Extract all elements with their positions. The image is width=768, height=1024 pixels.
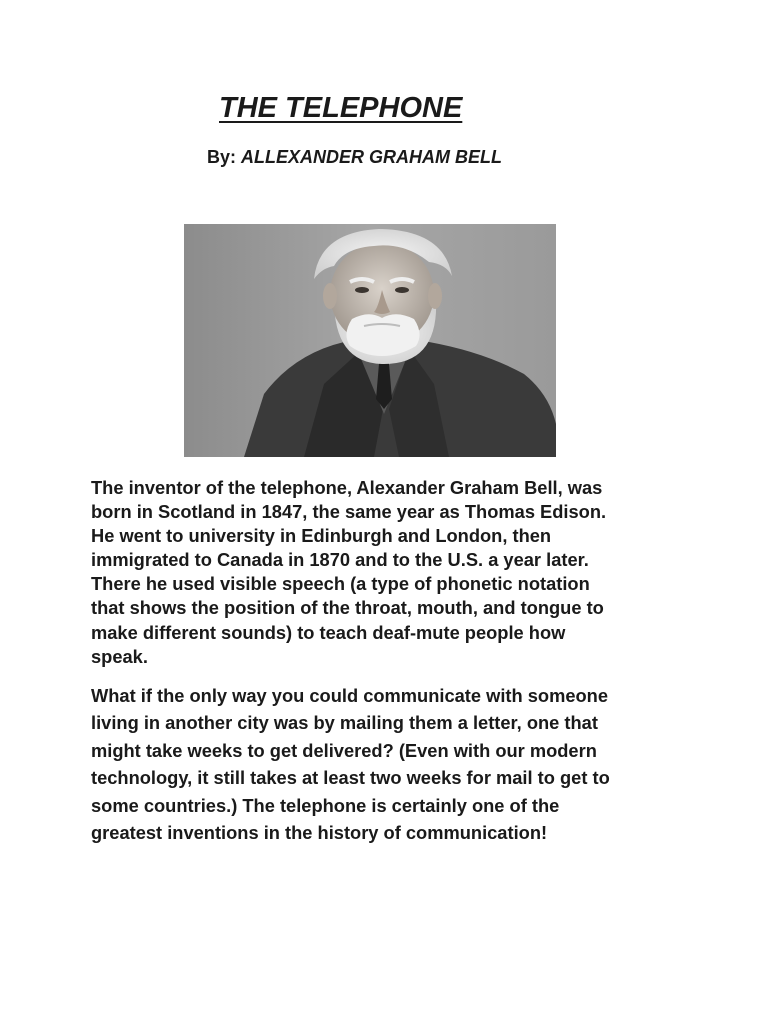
byline	[207, 147, 502, 168]
paragraph-line: make different sounds) to teach deaf-mute people how	[91, 621, 566, 643]
paragraph-line: greatest inventions in the history of communication!	[91, 822, 548, 844]
paragraph-line: born in Scotland in 1847, the same year as Thomas Edison.	[91, 501, 607, 523]
byline-prefix: By:	[207, 147, 242, 167]
paragraph-communication	[91, 682, 691, 846]
paragraph-line: speak.	[91, 645, 148, 667]
paragraph-line: some countries.) The telephone is certainly one of the	[91, 794, 560, 816]
paragraph-line: The inventor of the telephone, Alexander Graham Bell, was	[91, 477, 603, 498]
document-title: THE TELEPHONE	[219, 92, 463, 124]
byline-author: ALLEXANDER GRAHAM BELL	[241, 147, 503, 167]
paragraph-line: He went to university in Edinburgh and London, then	[91, 525, 552, 547]
paragraph-line: that shows the position of the throat, mouth, and tongue to	[91, 597, 604, 619]
portrait-illustration	[184, 224, 556, 457]
paragraph-line: might take weeks to get delivered? (Even with our modern	[91, 739, 597, 761]
paragraph-biography	[91, 476, 691, 669]
paragraph-line: living in another city was by mailing them a letter, one that	[91, 712, 598, 734]
paragraph-line: There he used visible speech (a type of phonetic notation	[91, 573, 590, 595]
paragraph-line: What if the only way you could communicate with someone	[91, 685, 609, 706]
portrait-photo	[184, 224, 556, 457]
paragraph-line: technology, it still takes at least two weeks for mail to get to	[91, 767, 610, 789]
paragraph-line: immigrated to Canada in 1870 and to the U.S. a year later.	[91, 549, 589, 571]
